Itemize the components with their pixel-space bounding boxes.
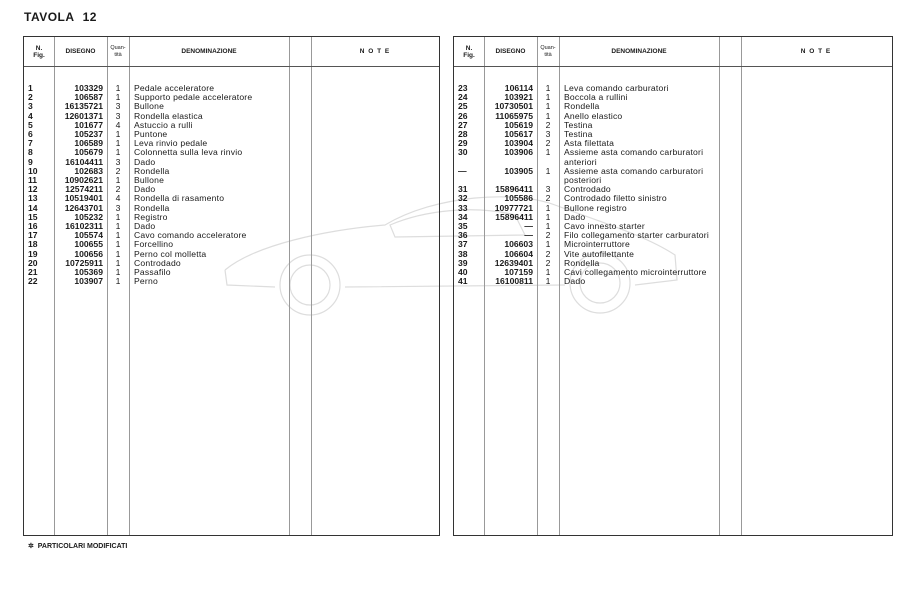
fig-number: 5 [28,119,33,130]
description: Perno col molletta [134,248,207,259]
quantity: 3 [545,184,551,195]
quantity: 2 [545,138,551,149]
quantity: 1 [115,230,121,241]
fig-number: 7 [28,138,33,149]
description: Forcellino [134,239,174,250]
description: Passafilo [134,267,171,278]
fig-number: 34 [458,211,468,222]
description: Puntone [134,129,168,140]
quantity: 3 [115,156,121,167]
table-row [454,213,892,222]
header-note: N O T E [359,48,391,55]
part-code: 10730501 [494,101,533,112]
fig-number: 1 [28,83,33,93]
fig-number: 29 [458,138,468,149]
quantity: 1 [115,257,121,268]
description: Astuccio a rulli [134,119,193,130]
part-code: 10519401 [64,193,103,204]
quantity: 1 [545,147,551,158]
table-row [24,277,439,286]
description: Controdado filetto sinistro [564,193,667,204]
part-code: 103906 [504,147,533,158]
description: Leva comando carburatori [564,83,669,93]
quantity: 2 [545,193,551,204]
part-code: 100655 [74,239,103,250]
quantity: 1 [115,239,121,250]
header-desc: DENOMINAZIONE [611,48,667,55]
description: Colonnetta sulla leva rinvio [134,147,243,158]
part-code: 10725911 [65,257,103,268]
parts-table-left [23,36,440,536]
table-number: 12 [82,10,97,24]
description: Cavo comando acceleratore [134,230,247,241]
part-code: 105369 [74,267,103,278]
description: Dado [134,184,156,195]
page-title [24,10,97,24]
fig-number: 41 [458,276,468,287]
description: Cavo innesto starter [564,221,645,232]
quantity: 1 [545,239,551,250]
quantity: 1 [115,147,121,158]
part-code: 106603 [504,239,533,250]
description: Dado [134,221,156,232]
title-label: TAVOLA [24,10,75,24]
part-code: — [524,221,533,232]
quantity: 1 [545,276,551,287]
fig-number: 38 [458,248,468,259]
description: Asta filettata [564,138,615,149]
part-code: 103904 [504,138,533,149]
fig-number: 33 [458,202,468,213]
description: Controdado [564,184,611,195]
description: Rondella [134,202,170,213]
quantity: 1 [115,92,121,103]
description: Perno [134,276,158,287]
fig-number: 32 [458,193,468,204]
fig-number: 17 [28,230,38,241]
description: Cavi collegamento microinterruttore [564,267,707,278]
fig-number: 15 [28,211,38,222]
part-code: 103329 [74,83,103,93]
description: Registro [134,211,168,222]
fig-number: 6 [28,129,33,140]
fig-number: 35 [458,221,468,232]
rows-right [454,84,892,286]
fig-number: 26 [458,110,468,121]
part-code: 16135721 [64,101,103,112]
quantity: 2 [545,257,551,268]
fig-number: 37 [458,239,468,250]
fig-number: 8 [28,147,33,158]
footer-note [28,542,127,550]
description: Rondella elastica [134,110,203,121]
rows-left [24,84,439,286]
part-code: 106604 [504,248,533,259]
description: Bullone [134,101,165,112]
fig-number: 3 [28,101,33,112]
part-code: 10977721 [494,202,533,213]
description: Pedale acceleratore [134,83,215,93]
description: Testina [564,129,593,140]
quantity: 1 [115,138,121,149]
fig-number: 30 [458,147,468,158]
quantity: 1 [545,165,551,176]
description: Bullone [134,175,165,186]
footer-label: PARTICOLARI MODIFICATI [37,543,128,550]
fig-number: 21 [28,267,38,278]
part-code: 12643701 [64,202,103,213]
description: Microinterruttore [564,239,630,250]
part-code: 106114 [504,83,533,93]
fig-number: 20 [28,257,38,268]
description: Rondella di rasamento [134,193,225,204]
description: Supporto pedale acceleratore [134,92,253,103]
fig-number: 9 [28,156,33,167]
part-code: 105617 [504,129,533,140]
header-desc: DENOMINAZIONE [181,48,237,55]
description: Anello elastico [564,110,623,121]
description: Controdado [134,257,181,268]
description: Dado [134,156,156,167]
quantity: 3 [115,110,121,121]
fig-number: 4 [28,110,33,121]
quantity: 1 [545,110,551,121]
header-qty: Quan- tità [540,44,556,58]
table-row [454,148,892,166]
part-code: 103907 [74,276,103,287]
fig-number: 18 [28,239,38,250]
quantity: 1 [545,202,551,213]
part-code: 105679 [74,147,103,158]
description: Dado [564,211,586,222]
fig-number: 10 [28,165,38,176]
part-code: 100656 [74,248,103,259]
quantity: 1 [115,83,121,93]
fig-number: — [458,165,467,176]
table-row [454,277,892,286]
fig-number: 14 [28,202,38,213]
fig-number: 27 [458,119,468,130]
description: Boccola a rullini [564,92,628,103]
header-code: DISEGNO [65,48,96,55]
fig-number: 24 [458,92,468,103]
quantity: 1 [115,248,121,259]
quantity: 1 [115,175,121,186]
fig-number: 31 [458,184,468,195]
fig-number: 25 [458,101,468,112]
description: Rondella [564,257,600,268]
part-code: 16104411 [65,156,103,167]
quantity: 1 [115,221,121,232]
part-code: 105586 [504,193,533,204]
description: Dado [564,276,586,287]
header-note: N O T E [800,48,832,55]
fig-number: 16 [28,221,38,232]
table-row [454,167,892,185]
quantity: 1 [545,92,551,103]
part-code: 15896411 [495,184,533,195]
part-code: 103905 [504,165,533,176]
quantity: 2 [115,165,121,176]
part-code: 15896411 [495,211,533,222]
fig-number: 28 [458,129,468,140]
part-code: 105574 [74,230,103,241]
quantity: 2 [115,184,121,195]
part-code: 102683 [74,165,103,176]
quantity: 1 [115,267,121,278]
quantity: 3 [545,129,551,140]
quantity: 1 [545,83,551,93]
quantity: 1 [545,101,551,112]
quantity: 3 [115,202,121,213]
part-code: 107159 [504,267,533,278]
quantity: 1 [115,211,121,222]
fig-number: 13 [28,193,38,204]
description: Assieme asta comando carburatori posteriori [564,165,704,186]
header-fig: N. Fig. [33,44,45,59]
description: Leva rinvio pedale [134,138,208,149]
part-code: — [524,230,533,241]
quantity: 2 [545,248,551,259]
part-code: 12601371 [64,110,103,121]
quantity: 1 [545,267,551,278]
part-code: 16102311 [65,221,103,232]
fig-number: 36 [458,230,468,241]
description: Testina [564,119,593,130]
description: Vite autofilettante [564,248,635,259]
quantity: 3 [115,101,121,112]
header-fig: N. Fig. [463,44,475,59]
fig-number: 40 [458,267,468,278]
header-qty: Quan- tità [110,44,126,58]
quantity: 1 [115,129,121,140]
part-code: 105619 [504,119,533,130]
part-code: 11065975 [495,110,533,121]
fig-number: 11 [28,175,38,186]
fig-number: 22 [28,276,38,287]
description: Rondella [564,101,600,112]
quantity: 2 [545,119,551,130]
description: Assieme asta comando carburatori anteriori [564,147,704,167]
quantity: 4 [115,119,121,130]
modified-mark-icon: ✲ [28,543,34,550]
part-code: 105232 [74,211,103,222]
parts-table-right [453,36,893,536]
fig-number: 12 [28,184,38,195]
part-code: 106587 [74,92,103,103]
part-code: 12574211 [65,184,103,195]
part-code: 16100811 [495,276,533,287]
description: Filo collegamento starter carburatori [564,230,709,241]
quantity: 1 [545,211,551,222]
part-code: 101677 [74,119,103,130]
part-code: 12639401 [494,257,533,268]
quantity: 1 [545,221,551,232]
part-code: 103921 [504,92,533,103]
fig-number: 39 [458,257,468,268]
description: Bullone registro [564,202,627,213]
part-code: 105237 [74,129,103,140]
quantity: 4 [115,193,121,204]
header-code: DISEGNO [495,48,526,55]
fig-number: 19 [28,248,38,259]
description: Rondella [134,165,170,176]
part-code: 10902621 [64,175,103,186]
part-code: 106589 [74,138,103,149]
fig-number: 2 [28,92,33,103]
fig-number: 23 [458,83,468,93]
quantity: 2 [545,230,551,241]
quantity: 1 [115,276,121,287]
